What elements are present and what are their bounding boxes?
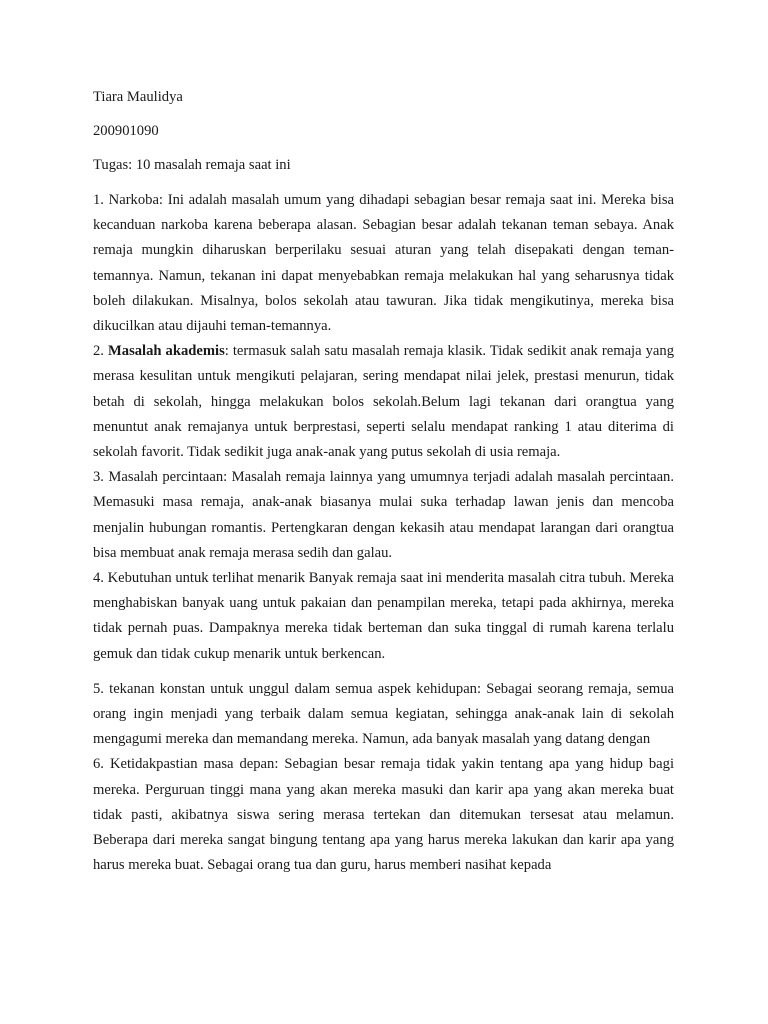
author-name: Tiara Maulidya xyxy=(93,89,183,105)
item-2-masalah-akademis xyxy=(93,339,674,465)
student-id: 200901090 xyxy=(93,123,159,139)
item-1-narkoba: 1. Narkoba: Ini adalah masalah umum yang dihadapi sebagian besar remaja saat ini. Mereka bisa kecanduan narkoba karena beberapa alasan. Sebagian besar adalah tekanan teman sebaya. Anak remaja mungkin diharuskan berperilaku sesuai aturan yang telah disepakati dengan teman-temannya. Namun, tekanan ini dapat menyebabkan remaja melakukan hal yang seharusnya tidak boleh dilakukan. Misalnya, bolos sekolah atau tawuran. Jika tidak mengikutinya, mereka bisa dikucilkan atau dijauhi teman-temannya. xyxy=(93,192,674,335)
document-page xyxy=(93,86,674,878)
item-2-bold-term: Masalah akademis xyxy=(108,343,225,360)
assignment-title: Tugas: 10 masalah remaja saat ini xyxy=(93,157,291,173)
item-3-percintaan: 3. Masalah percintaan: Masalah remaja lainnya yang umumnya terjadi adalah masalah percintaan. Memasuki masa remaja, anak-anak biasanya mulai suka terhadap lawan jenis dan mencoba menjalin hubungan romantis. Pertengkaran dengan kekasih atau mendapat larangan dari orangtua bisa membuat anak remaja merasa sedih dan galau. xyxy=(93,469,674,561)
item-5-tekanan-konstan: 5. tekanan konstan untuk unggul dalam semua aspek kehidupan: Sebagai seorang remaja, semua orang ingin menjadi yang terbaik dalam semua kegiatan, sehingga anak-anak lain di sekolah mengagumi mereka dan memandang mereka. Namun, ada banyak masalah yang datang dengan xyxy=(93,680,674,748)
item-2-number: 2. xyxy=(93,343,104,360)
item-2-text: : termasuk salah satu masalah remaja klasik. Tidak sedikit anak remaja yang merasa kesulitan untuk mengikuti pelajaran, sering mendapat nilai jelek, prestasi menurun, tidak betah di sekolah, hingga melakukan bolos sekolah.Belum lagi tekanan dari orangtua yang menuntut anak remajanya untuk berprestasi, seperti selalu mendapat ranking 1 atau diterima di sekolah favorit. Tidak sedikit juga anak-anak yang putus sekolah di usia remaja. xyxy=(93,343,674,461)
item-4-citra-tubuh: 4. Kebutuhan untuk terlihat menarik Banyak remaja saat ini menderita masalah citra tubuh. Mereka menghabiskan banyak uang untuk pakaian dan penampilan mereka, tetapi pada akhirnya, mereka tidak pernah puas. Dampaknya mereka tidak berteman dan suka tinggal di rumah karena terlalu gemuk dan tidak cukup menarik untuk berkencan. xyxy=(93,570,674,662)
item-6-masa-depan: 6. Ketidakpastian masa depan: Sebagian besar remaja tidak yakin tentang apa yang hidup bagi mereka. Perguruan tinggi mana yang akan mereka masuki dan karir apa yang akan mereka buat tidak pasti, akibatnya siswa sering merasa tertekan dan ditemukan tersesat atau melamun. Beberapa dari mereka sangat bingung tentang apa yang harus mereka lakukan dan karir apa yang harus mereka buat. Sebagai orang tua dan guru, harus memberi nasihat kepada xyxy=(93,756,674,874)
